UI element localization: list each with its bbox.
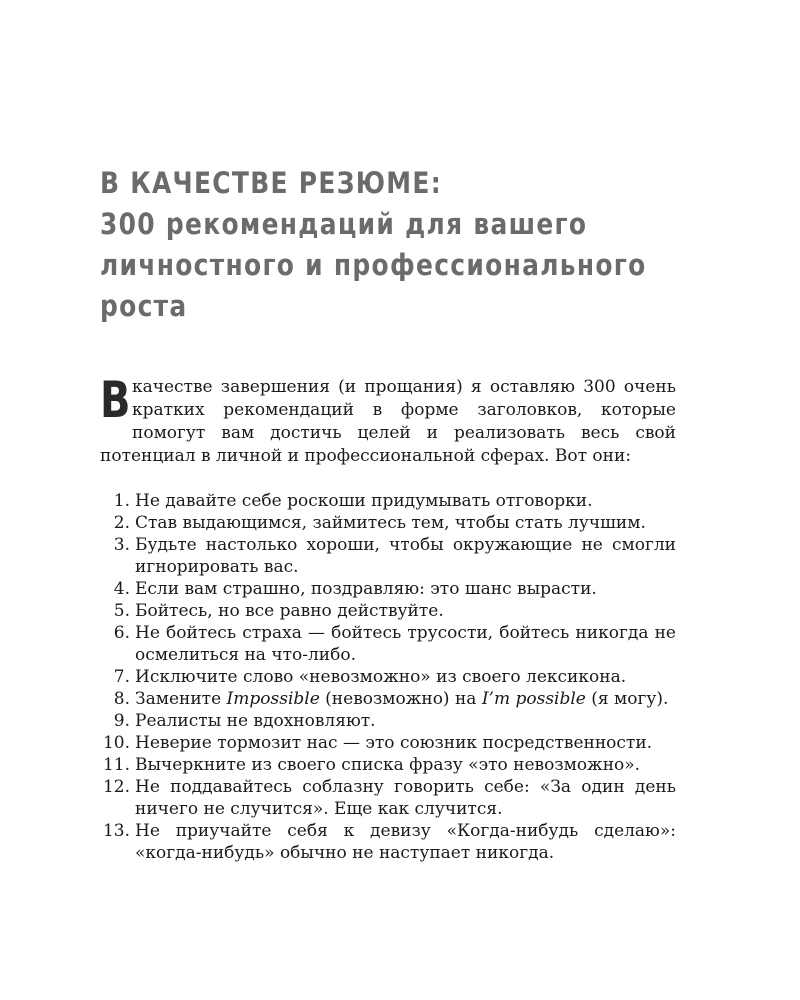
item-number: 4. (113, 579, 130, 599)
list-item (100, 534, 676, 578)
item-text (135, 820, 676, 864)
item-text (135, 600, 676, 622)
item-text-part: Не приучайте себя к девизу «Когда-нибудь сделаю»: «когда-нибудь» обычно не наступает никогда. (135, 821, 676, 863)
item-number: 1. (113, 491, 130, 511)
item-text (135, 710, 676, 732)
item-text-part: Замените (135, 689, 227, 709)
item-number: 8. (113, 689, 130, 709)
item-text-part: (невозможно) на (319, 689, 482, 709)
item-text (135, 688, 676, 710)
heading-line-1: В КАЧЕСТВЕ РЕЗЮМЕ: (100, 166, 442, 200)
heading-line-2: 300 рекомендаций для вашего (100, 207, 588, 241)
list-item (100, 490, 676, 512)
intro-text: качестве завершения (и прощания) я оставляю 300 очень кратких рекомендаций в форме заголовков, которые помогут вам достичь целей и реализовать весь свой потенциал в личной и профессиональной сферах. Вот они: (100, 377, 676, 466)
list-item (100, 754, 676, 776)
heading-line-3: личностного и профессионального (100, 248, 647, 282)
item-text (135, 754, 676, 776)
item-text-part: Не поддавайтесь соблазну говорить себе: «За один день ничего не случится». Еще как случится. (135, 777, 676, 819)
recommendations-list (100, 490, 676, 864)
item-text (135, 490, 676, 512)
item-text-part: Не бойтесь страха — бойтесь трусости, бойтесь никогда не осмелиться на что-либо. (135, 623, 676, 665)
item-text (135, 622, 676, 666)
item-text (135, 578, 676, 600)
item-text-part: Если вам страшно, поздравляю: это шанс вырасти. (135, 579, 597, 599)
list-item (100, 622, 676, 666)
item-text-part: Неверие тормозит нас — это союзник посредственности. (135, 733, 653, 753)
list-item (100, 776, 676, 820)
item-number: 12. (102, 777, 130, 797)
item-number: 2. (113, 513, 130, 533)
item-number: 9. (113, 711, 130, 731)
list-item (100, 732, 676, 754)
list-item (100, 666, 676, 688)
item-text (135, 534, 676, 578)
item-text (135, 732, 676, 754)
list-item (100, 600, 676, 622)
heading-line-4: роста (100, 289, 188, 323)
item-text (135, 512, 676, 534)
list-item (100, 820, 676, 864)
list-item (100, 512, 676, 534)
list-item (100, 578, 676, 600)
italic-term: I’m possible (481, 689, 586, 709)
list-item (100, 688, 676, 710)
chapter-heading (100, 163, 647, 327)
item-text-part: Будьте настолько хороши, чтобы окружающие не смогли игнорировать вас. (135, 535, 676, 577)
item-number: 10. (102, 733, 130, 753)
item-text-part: Вычеркните из своего списка фразу «это невозможно». (135, 755, 641, 775)
item-text-part: Реалисты не вдохновляют. (135, 711, 376, 731)
item-text-part: Став выдающимся, займитесь тем, чтобы стать лучшим. (135, 513, 646, 533)
item-text-part: Бойтесь, но все равно действуйте. (135, 601, 444, 621)
list-item (100, 710, 676, 732)
item-number: 6. (113, 623, 130, 643)
item-text (135, 776, 676, 820)
item-text-part: Не давайте себе роскоши придумывать отговорки. (135, 491, 593, 511)
intro-paragraph (100, 371, 676, 468)
item-text (135, 666, 676, 688)
item-text-part: (я могу). (585, 689, 669, 709)
drop-cap-letter: В (100, 371, 131, 429)
item-number: 3. (113, 535, 130, 555)
item-number: 11. (102, 755, 130, 775)
item-number: 5. (113, 601, 130, 621)
item-text-part: Исключите слово «невозможно» из своего лексикона. (135, 667, 627, 687)
item-number: 13. (102, 821, 130, 841)
item-number: 7. (113, 667, 130, 687)
italic-term: Impossible (226, 689, 320, 709)
